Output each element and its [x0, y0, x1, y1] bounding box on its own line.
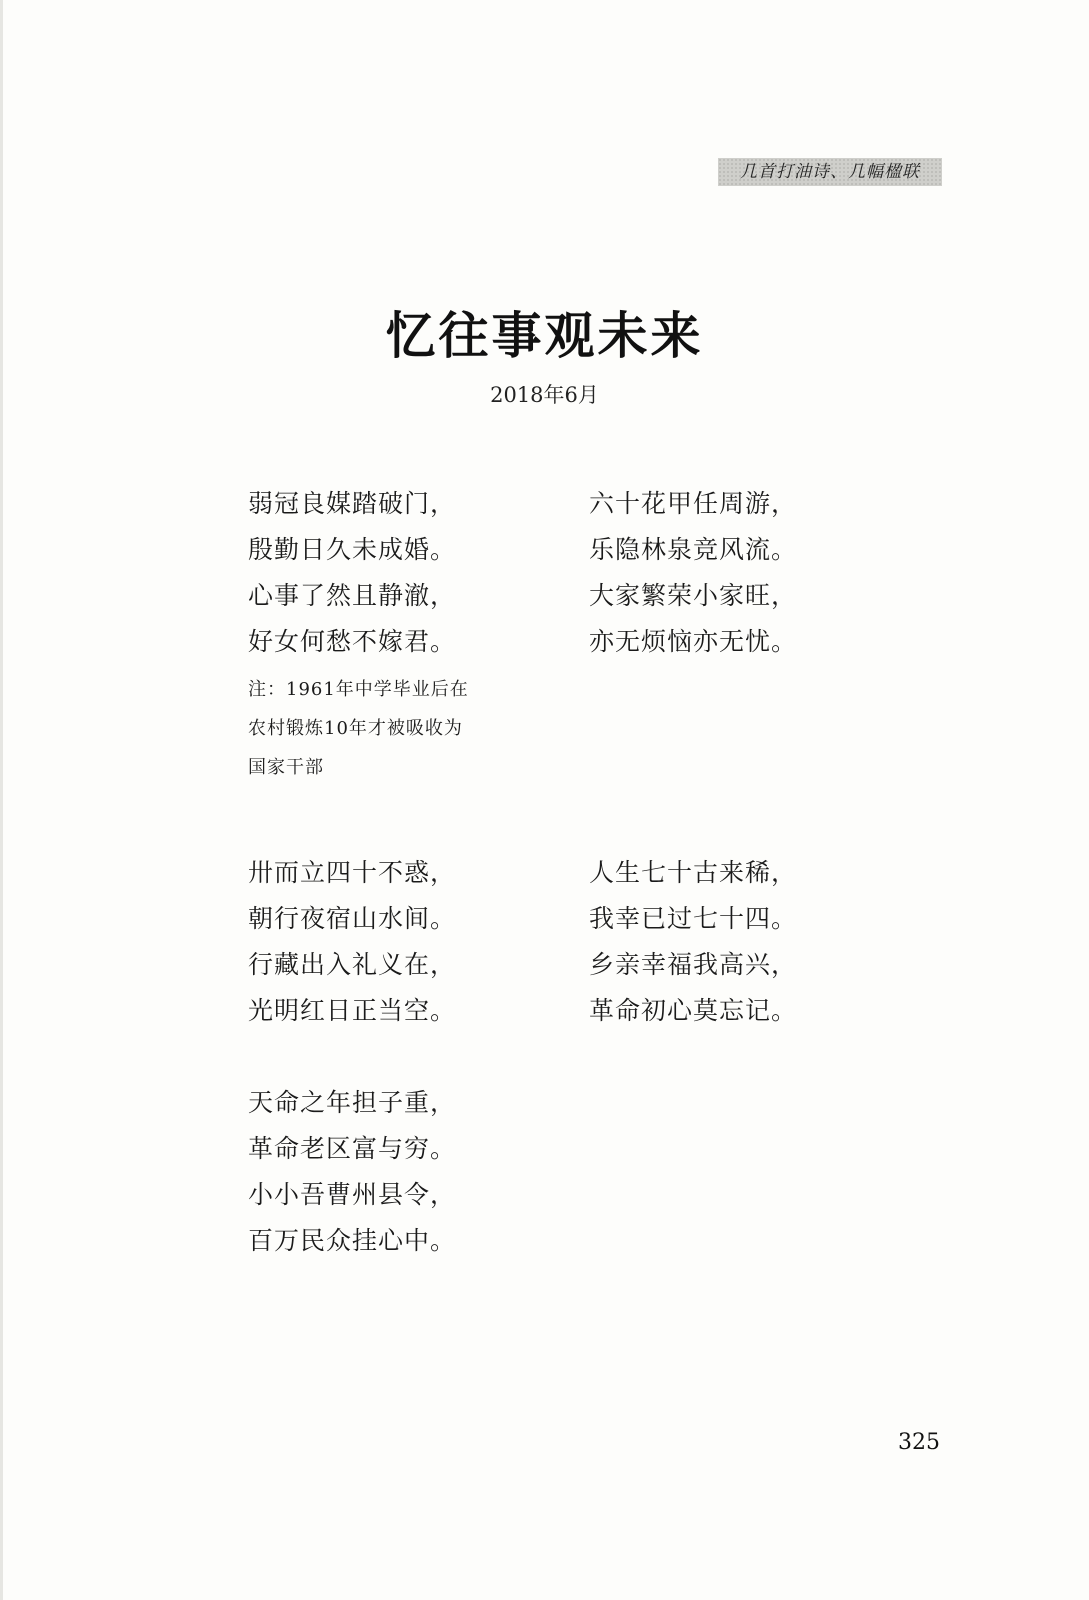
verse-line: 小小吾曹州县令， — [248, 1180, 457, 1209]
poem-date: 2018年6月 — [490, 383, 599, 407]
verse-line: 革命初心莫忘记。 — [589, 996, 798, 1025]
verse-line: 卅而立四十不惑， — [248, 858, 457, 887]
verse-line: 我幸已过七十四。 — [589, 904, 798, 933]
verse-line: 朝行夜宿山水间。 — [248, 904, 457, 933]
verse-line: 天命之年担子重， — [248, 1088, 457, 1117]
verse-line: 光明红日正当空。 — [248, 996, 457, 1025]
verse-line: 革命老区富与穷。 — [248, 1134, 457, 1163]
verse-line: 大家繁荣小家旺， — [589, 581, 798, 610]
page-edge — [0, 0, 3, 1600]
note-line: 国家干部 — [248, 757, 324, 778]
verse-line: 殷勤日久未成婚。 — [248, 535, 457, 564]
stanza-3 — [248, 850, 548, 1034]
page-number: 325 — [898, 1430, 940, 1455]
verse-line: 人生七十古来稀， — [589, 858, 798, 887]
verse-line: 六十花甲任周游， — [589, 489, 798, 518]
verse-line: 乐隐林泉竞风流。 — [589, 535, 798, 564]
running-header: 几首打油诗、几幅楹联 — [718, 158, 942, 186]
verse-line: 弱冠良媒踏破门， — [248, 489, 457, 518]
annotation-note — [248, 670, 518, 787]
note-line: 注：1961年中学毕业后在 — [248, 679, 469, 700]
note-line: 农村锻炼10年才被吸收为 — [248, 718, 463, 739]
stanza-5 — [248, 1080, 548, 1264]
stanza-2 — [589, 481, 889, 665]
verse-line: 心事了然且静澈， — [248, 581, 457, 610]
verse-line: 行藏出入礼义在， — [248, 950, 457, 979]
poem-title: 忆往事观未来 — [385, 306, 704, 365]
stanza-4 — [589, 850, 889, 1034]
verse-line: 乡亲幸福我高兴， — [589, 950, 798, 979]
stanza-1 — [248, 481, 548, 665]
verse-line: 亦无烦恼亦无忧。 — [589, 627, 798, 656]
verse-line: 好女何愁不嫁君。 — [248, 627, 457, 656]
verse-line: 百万民众挂心中。 — [248, 1226, 457, 1255]
